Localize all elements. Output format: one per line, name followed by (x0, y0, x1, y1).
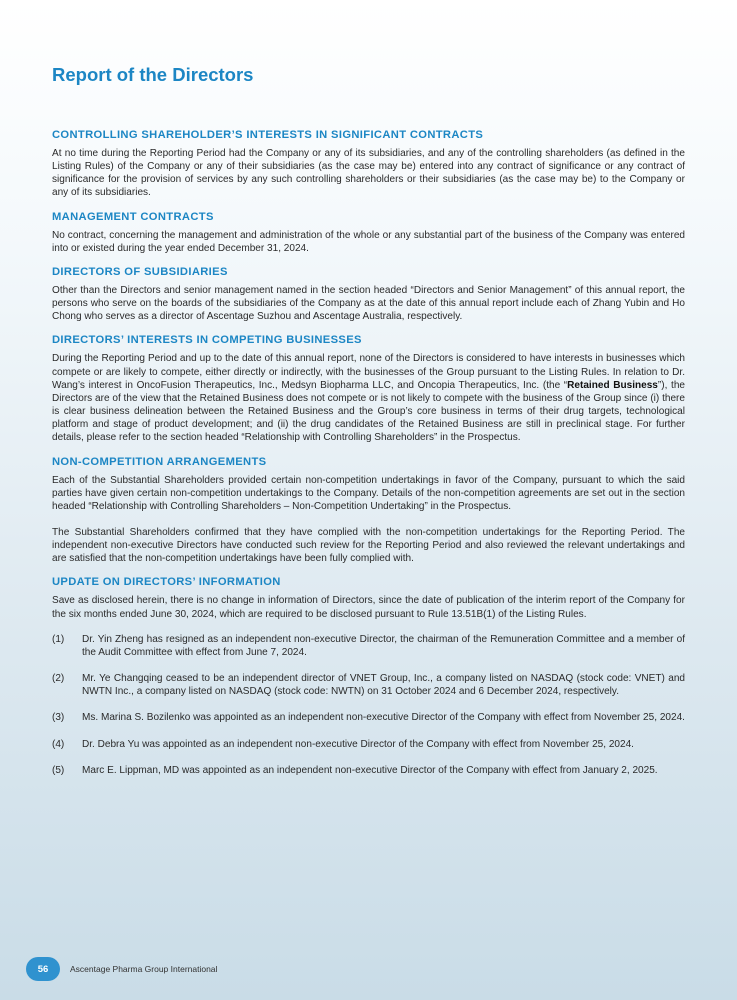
list-item (52, 672, 685, 698)
section-heading: UPDATE ON DIRECTORS’ INFORMATION (52, 576, 281, 589)
list-item-number: (5) (52, 764, 65, 776)
company-name: Ascentage Pharma Group International (70, 964, 218, 974)
section-paragraph: Other than the Directors and senior management named in the section headed “Directors and Senior Management” of this annual report, the persons who serve on the boards of the subsidiaries of the Company as at the date of this annual report include each of Zhang Yubin and Ho Chong who serves as a director of Ascentage Suzhou and Ascentage Australia, respectively. (52, 284, 685, 323)
report-body (52, 127, 685, 790)
retained-business-term: Retained Business (567, 379, 658, 391)
section-paragraph (52, 352, 685, 444)
list-item-number: (4) (52, 738, 65, 750)
section-heading: CONTROLLING SHAREHOLDER’S INTERESTS IN SIGNIFICANT CONTRACTS (52, 129, 484, 141)
list-item-text: Marc E. Lippman, MD was appointed as an independent non-executive Director of the Company with effect from January 2, 2025. (82, 764, 658, 776)
paragraph-text: During the Reporting Period and up to the date of this annual report, none of the Directors is considered to have interests in businesses which compete or are likely to compete, either directly or indirectly, with the businesses of the Group pursuant to the Listing Rules. In relation to Dr. Wang’s interest in OncoFusion Therapeutics, Inc., Medsyn Biopharma LLC, and Oncopia Therapeutics, Inc. (the “ (52, 353, 685, 391)
paragraph-text: ”), the Directors are of the view that the Retained Business does not compete or is not likely to compete with the business of the Group since (i) there is clear business delineation between the Retained Business and the Group’s core business in terms of their drug targets, technological platform and stage of product development; and (ii) the drug candidates of the Retained Business are still in preclinical stage. For further details, please refer to the section headed “Relationship with Controlling Shareholders” in the Prospectus. (52, 379, 685, 444)
section-heading: MANAGEMENT CONTRACTS (52, 210, 214, 223)
list-item (52, 764, 685, 777)
list-item-number: (3) (52, 712, 65, 724)
list-item (52, 711, 685, 724)
list-item-text: Ms. Marina S. Bozilenko was appointed as an independent non-executive Director of the Company with effect from November 25, 2024. (82, 712, 685, 724)
list-item-text: Dr. Debra Yu was appointed as an independent non-executive Director of the Company with effect from November 25, 2024. (82, 738, 634, 750)
section-heading: DIRECTORS’ INTERESTS IN COMPETING BUSINESSES (52, 334, 362, 347)
section-paragraph: At no time during the Reporting Period had the Company or any of its subsidiaries, and any of the controlling shareholders (as defined in the Listing Rules) of the Company or any of their subsidiaries (as the case may be) entered into any contract of significance or any contract of significance for the provision of services by any such controlling shareholders or their subsidiaries (as the case may be) to the Company or any of its subsidiaries. (52, 148, 685, 199)
list-item (52, 738, 685, 751)
section-paragraph: Save as disclosed herein, there is no change in information of Directors, since the date of publication of the interim report of the Company for the six months ended June 30, 2024, which are required to be disclosed pursuant to Rule 13.51B(1) of the Listing Rules. (52, 595, 685, 620)
section-controlling-shareholder (52, 127, 685, 200)
section-update-directors-info (52, 574, 685, 776)
list-item-number: (2) (52, 673, 65, 685)
section-competing-businesses (52, 332, 685, 444)
page-number-badge: 56 (26, 957, 60, 981)
section-paragraph: The Substantial Shareholders confirmed that they have complied with the non-competition undertakings for the Reporting Period. The independent non-executive Directors have conducted such review for the Reporting Period and also reviewed the relevant undertakings and are satisfied that the non-competition undertakings have been fully complied with. (52, 526, 685, 565)
list-item-number: (1) (52, 633, 65, 645)
section-directors-of-subsidiaries (52, 264, 685, 323)
list-item-text: Dr. Yin Zheng has resigned as an independent non-executive Director, the chairman of the Remuneration Committee and a member of the Audit Committee with effect from June 7, 2024. (82, 633, 685, 658)
section-paragraph: No contract, concerning the management and administration of the whole or any substantial part of the business of the Company was entered into or existed during the year ended December 31, 2024. (52, 229, 685, 254)
section-non-competition (52, 454, 685, 566)
page-title: Report of the Directors (52, 64, 254, 85)
section-heading: DIRECTORS OF SUBSIDIARIES (52, 265, 228, 278)
section-paragraph: Each of the Substantial Shareholders provided certain non-competition undertakings in favor of the Company, pursuant to which the said parties have given certain non-competition undertakings to the Company. Details of the non-competition agreements are set out in the section headed “Relationship with Controlling Shareholders – Non-Competition Undertaking” in the Prospectus. (52, 474, 685, 512)
page-footer (26, 957, 217, 981)
list-item-text: Mr. Ye Changqing ceased to be an independent director of VNET Group, Inc., a company listed on NASDAQ (stock code: VNET) and NWTN Inc., a company listed on NASDAQ (stock code: NWTN) on 31 October 2024 and 6 December 2024, respectively. (82, 673, 685, 698)
director-updates-list (52, 633, 685, 777)
section-management-contracts (52, 209, 685, 255)
list-item (52, 633, 685, 659)
section-heading: NON-COMPETITION ARRANGEMENTS (52, 455, 267, 468)
